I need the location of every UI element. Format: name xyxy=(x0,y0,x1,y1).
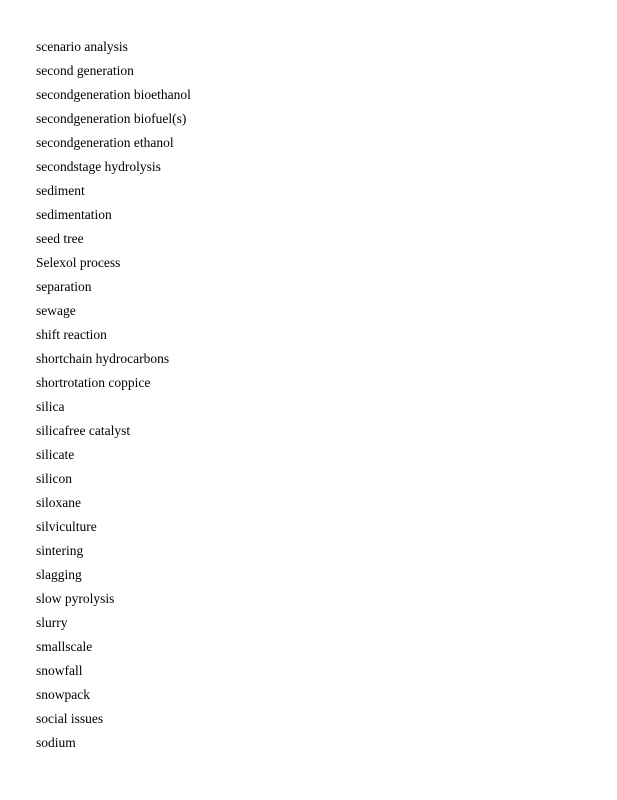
index-term: silicate xyxy=(36,447,75,462)
index-term: snowpack xyxy=(36,687,90,702)
index-term: shortchain hydrocarbons xyxy=(36,351,170,366)
index-term: sintering xyxy=(36,543,84,558)
index-term: secondstage hydrolysis xyxy=(36,159,161,174)
index-term: seed tree xyxy=(36,231,84,246)
index-term: sewage xyxy=(36,303,76,318)
index-term: siloxane xyxy=(36,495,81,510)
index-term: sodium xyxy=(36,735,76,750)
index-term: slagging xyxy=(36,567,82,582)
index-term: sediment xyxy=(36,183,85,198)
index-term-list xyxy=(36,35,191,755)
index-term: secondgeneration bioethanol xyxy=(36,87,191,102)
index-term: silicafree catalyst xyxy=(36,423,131,438)
index-term: separation xyxy=(36,279,92,294)
index-term: scenario analysis xyxy=(36,39,128,54)
index-term: secondgeneration ethanol xyxy=(36,135,174,150)
index-term: silicon xyxy=(36,471,72,486)
index-term: slow pyrolysis xyxy=(36,591,115,606)
index-term: Selexol process xyxy=(36,255,121,270)
index-term: silica xyxy=(36,399,65,414)
index-term: social issues xyxy=(36,711,104,726)
index-term: second generation xyxy=(36,63,134,78)
index-term: slurry xyxy=(36,615,68,630)
index-term: shift reaction xyxy=(36,327,107,342)
index-term: secondgeneration biofuel(s) xyxy=(36,111,187,126)
index-term: smallscale xyxy=(36,639,93,654)
index-term: sedimentation xyxy=(36,207,112,222)
index-term: shortrotation coppice xyxy=(36,375,151,390)
index-term: silviculture xyxy=(36,519,97,534)
index-term: snowfall xyxy=(36,663,83,678)
